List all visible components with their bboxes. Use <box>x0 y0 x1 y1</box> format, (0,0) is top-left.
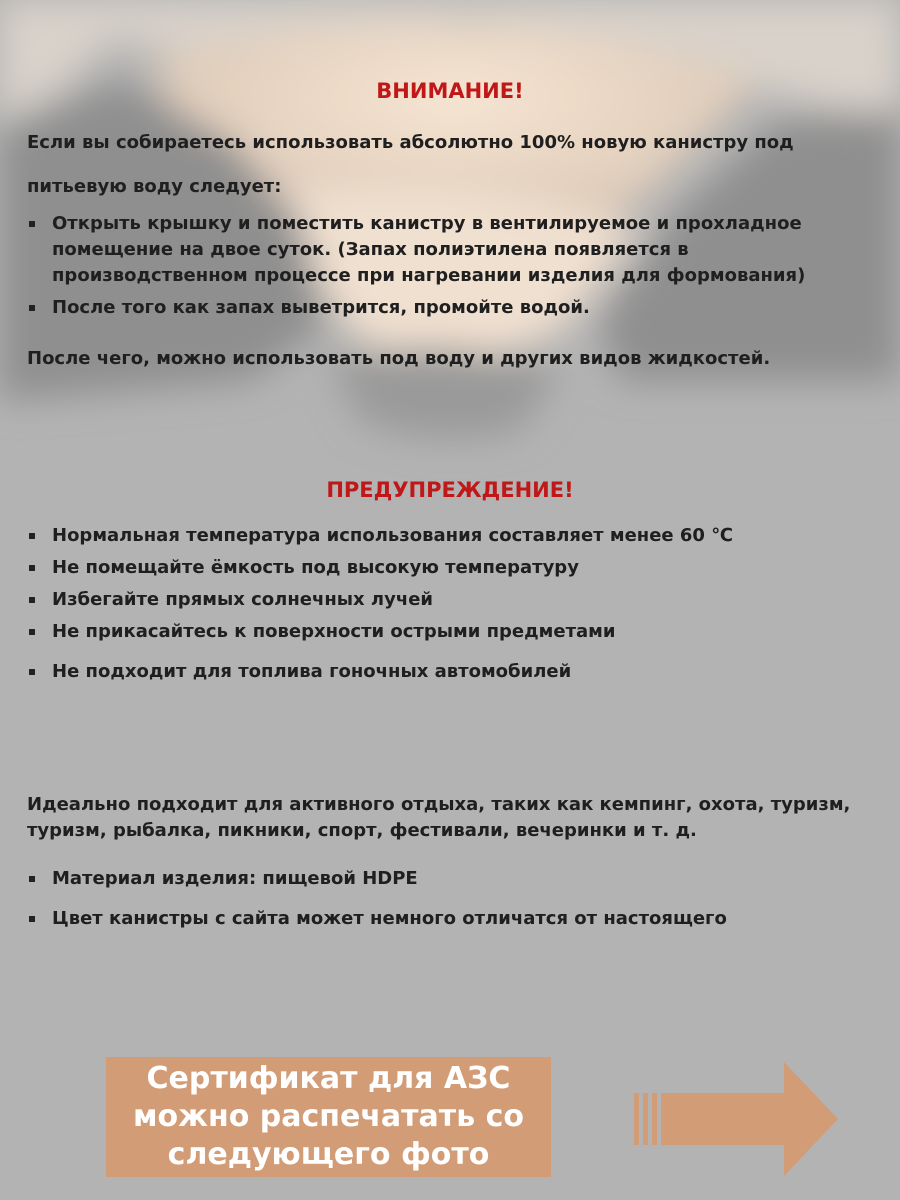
list-item: Нормальная температура использования составляет менее 60 ℃ <box>27 523 877 549</box>
list-item: Не помещайте ёмкость под высокую температуру <box>27 555 877 581</box>
list-item: Открыть крышку и поместить канистру в вентилируемое и прохладное помещение на двое суток. (Запах полиэтилена появляется в производственном процессе при нагревании изделия для формования) <box>27 211 877 289</box>
attention-intro-line1: Если вы собираетесь использовать абсолютно 100% новую канистру под <box>27 132 794 153</box>
warning-title: ПРЕДУПРЕЖДЕНИЕ! <box>326 478 574 502</box>
attention-list <box>27 211 877 327</box>
certificate-text: Сертификат для АЗС можно распечатать со следующего фото <box>132 1061 524 1172</box>
attention-after-text: После чего, можно использовать под воду и других видов жидкостей. <box>27 348 771 369</box>
usage-text: Идеально подходит для активного отдыха, таких как кемпинг, охота, туризм, туризм, рыбалка, пикники, спорт, фестивали, вечеринки и т. д. <box>27 794 851 841</box>
list-item: Не подходит для топлива гоночных автомобилей <box>27 659 877 685</box>
attention-title: ВНИМАНИЕ! <box>376 79 524 103</box>
warning-list <box>27 523 877 691</box>
attention-intro-line2: питьевую воду следует: <box>27 176 282 197</box>
list-item: Цвет канистры с сайта может немного отличатся от настоящего <box>27 906 877 932</box>
list-item: Не прикасайтесь к поверхности острыми предметами <box>27 619 877 645</box>
list-item: Материал изделия: пищевой HDPE <box>27 866 877 892</box>
certificate-banner <box>106 1057 551 1177</box>
list-item: Избегайте прямых солнечных лучей <box>27 587 877 613</box>
arrow-right-icon <box>634 1062 840 1176</box>
usage-list <box>27 866 877 938</box>
list-item: После того как запах выветрится, промойте водой. <box>27 295 877 321</box>
